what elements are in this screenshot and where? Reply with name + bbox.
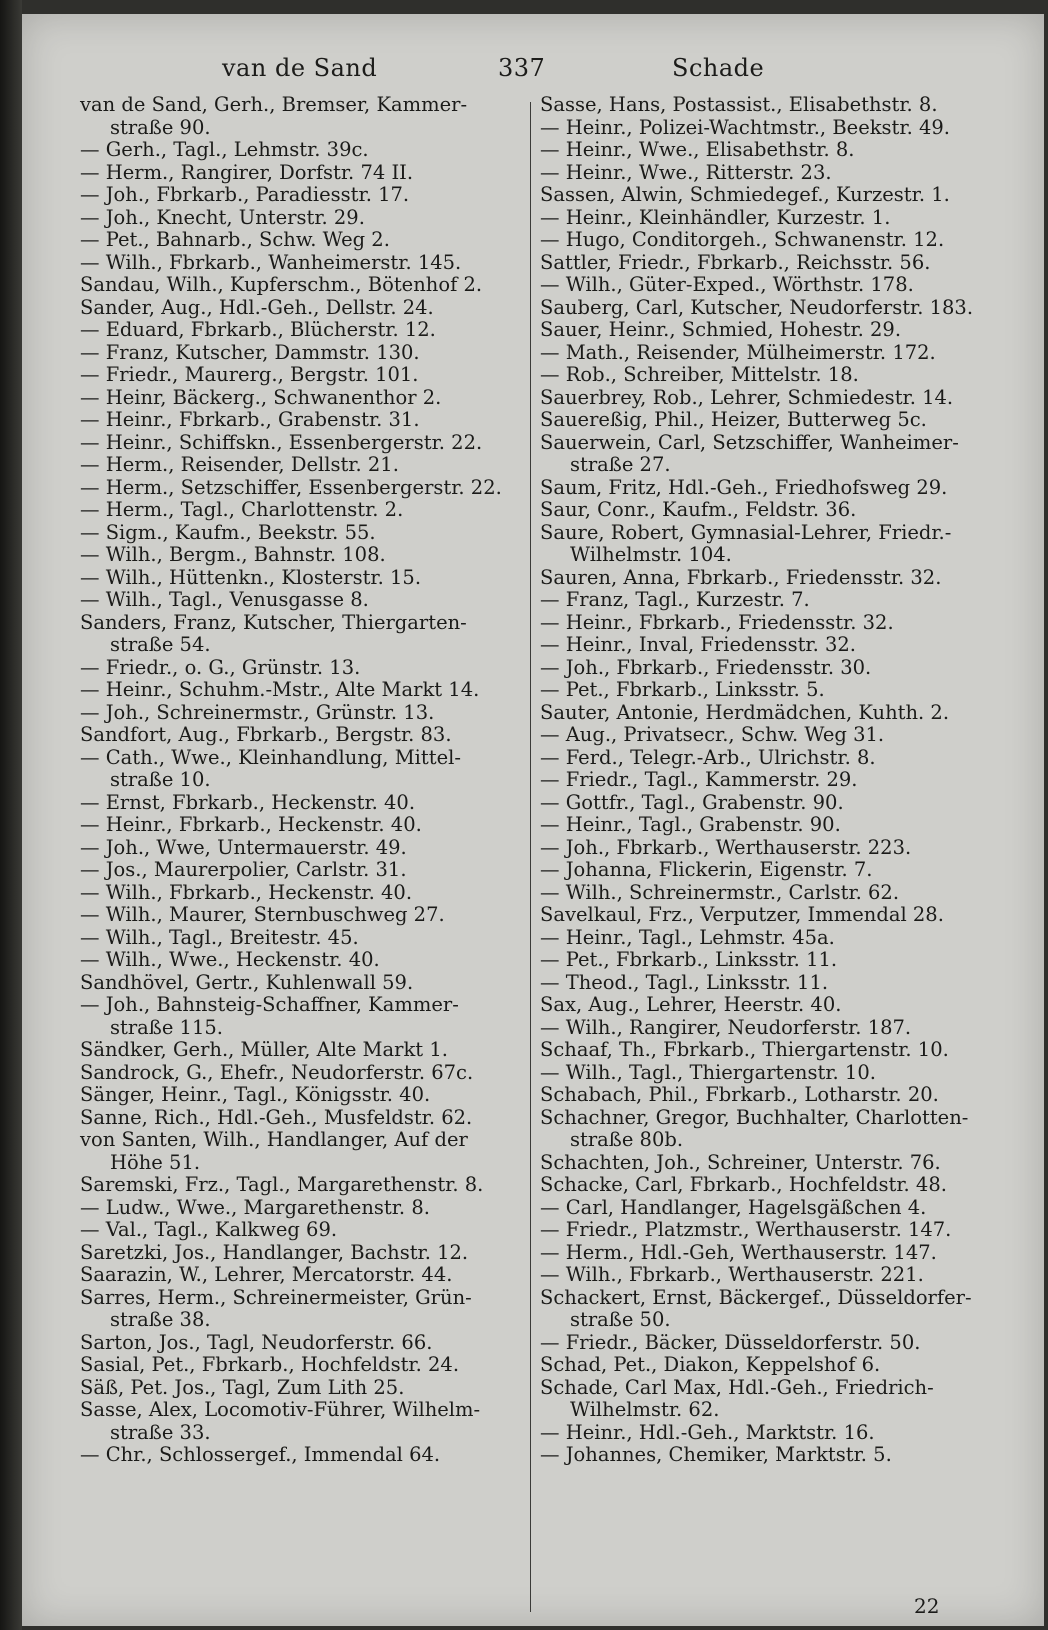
right-column	[540, 93, 974, 1467]
directory-entry-line: — Wilh., Wwe., Heckenstr. 40.	[80, 948, 380, 971]
directory-entry-line: — Sigm., Kaufm., Beekstr. 55.	[80, 520, 376, 544]
directory-entry-line: Wilhelmstr. 62.	[570, 1398, 720, 1421]
directory-entry-line: Schachten, Joh., Schreiner, Unterstr. 76.	[540, 1150, 941, 1174]
directory-entry-line: van de Sand, Gerh., Bremser, Kammer-	[80, 93, 468, 116]
directory-entry-line: Sasse, Hans, Postassist., Elisabethstr. 8.	[540, 93, 938, 116]
directory-entry-line: Saarazin, W., Lehrer, Mercatorstr. 44.	[80, 1263, 453, 1286]
directory-entry-line: — Herm., Rangirer, Dorfstr. 74 II.	[80, 160, 414, 184]
directory-entry-line: — Jos., Maurerpolier, Carlstr. 31.	[80, 858, 407, 881]
directory-entry-line: Sandfort, Aug., Fbrkarb., Bergstr. 83.	[80, 723, 452, 746]
directory-entry-line: Sänger, Heinr., Tagl., Königsstr. 40.	[80, 1083, 431, 1106]
directory-entry-line: — Heinr., Wwe., Ritterstr. 23.	[540, 160, 832, 184]
directory-entry-line: — Pet., Bahnarb., Schw. Weg 2.	[80, 228, 390, 251]
header-right-catchword: Schade	[672, 54, 765, 82]
directory-entry-line: Sarres, Herm., Schreinermeister, Grün-	[80, 1285, 472, 1309]
directory-entry-line: — Friedr., Tagl., Kammerstr. 29.	[540, 768, 858, 791]
directory-entry-line: Sandhövel, Gertr., Kuhlenwall 59.	[80, 970, 414, 994]
directory-entry-line: straße 27.	[570, 453, 671, 476]
directory-entry-line: — Wilh., Tagl., Venusgasse 8.	[80, 588, 369, 611]
directory-entry-line: — Heinr., Fbrkarb., Grabenstr. 31.	[80, 408, 420, 431]
directory-entry-line: Saum, Fritz, Hdl.-Geh., Friedhofsweg 29.	[540, 475, 948, 499]
directory-entry-line: — Franz, Kutscher, Dammstr. 130.	[80, 340, 420, 364]
directory-entry-line: — Eduard, Fbrkarb., Blücherstr. 12.	[80, 318, 436, 341]
directory-entry-line: — Joh., Bahnsteig-Schaffner, Kammer-	[80, 993, 459, 1016]
directory-entry-line: — Heinr., Tagl., Grabenstr. 90.	[540, 813, 841, 836]
directory-entry-line: Schade, Carl Max, Hdl.-Geh., Friedrich-	[540, 1375, 934, 1399]
directory-entry-line: — Friedr., Bäcker, Düsseldorferstr. 50.	[540, 1330, 921, 1354]
directory-entry-line: Wilhelmstr. 104.	[570, 543, 732, 566]
directory-entry-line: Schacke, Carl, Fbrkarb., Hochfeldstr. 48.	[540, 1173, 947, 1196]
directory-entry-line: — Carl, Handlanger, Hagelsgäßchen 4.	[540, 1195, 927, 1219]
directory-entry-line: straße 115.	[110, 1015, 223, 1039]
directory-entry-line: Schad, Pet., Diakon, Keppelshof 6.	[540, 1353, 881, 1376]
directory-entry-line: — Friedr., Maurerg., Bergstr. 101.	[80, 363, 419, 386]
directory-entry-line: Sax, Aug., Lehrer, Heerstr. 40.	[540, 993, 842, 1016]
directory-entry-line: straße 50.	[570, 1308, 671, 1331]
directory-entry-line: Sanders, Franz, Kutscher, Thiergarten-	[80, 610, 467, 634]
directory-entry-line: Sanne, Rich., Hdl.-Geh., Musfeldstr. 62.	[80, 1105, 473, 1129]
directory-entry-line: — Franz, Tagl., Kurzestr. 7.	[540, 588, 810, 611]
directory-entry-line: — Wilh., Tagl., Breitestr. 45.	[80, 925, 359, 949]
directory-entry-line: — Joh., Schreinermstr., Grünstr. 13.	[80, 700, 435, 724]
directory-entry-line: — Heinr., Schiffskn., Essenbergerstr. 22.	[80, 430, 483, 454]
directory-entry-line: straße 54.	[110, 633, 211, 656]
directory-entry-line: — Wilh., Fbrkarb., Heckenstr. 40.	[80, 880, 413, 904]
page-binding-edge	[0, 0, 22, 1630]
directory-entry-line: — Ferd., Telegr.-Arb., Ulrichstr. 8.	[540, 745, 876, 769]
directory-entry-line: Sarton, Jos., Tagl, Neudorferstr. 66.	[80, 1330, 433, 1354]
directory-entry-line: — Joh., Fbrkarb., Werthauserstr. 223.	[540, 835, 912, 859]
directory-entry-line: — Wilh., Hüttenkn., Klosterstr. 15.	[80, 565, 422, 589]
directory-entry-line: — Johannes, Chemiker, Marktstr. 5.	[540, 1443, 892, 1466]
directory-entry-line: Sassen, Alwin, Schmiedegef., Kurzestr. 1.	[540, 183, 950, 206]
directory-entry-line: Sauereßig, Phil., Heizer, Butterweg 5c.	[540, 408, 927, 431]
header-left-catchword: van de Sand	[222, 54, 378, 82]
directory-entry-line: Sandau, Wilh., Kupferschm., Bötenhof 2.	[80, 273, 483, 296]
directory-entry-line: straße 38.	[110, 1308, 211, 1331]
directory-entry-line: — Gottfr., Tagl., Grabenstr. 90.	[540, 790, 844, 814]
directory-entry-line: Saure, Robert, Gymnasial-Lehrer, Friedr.-	[540, 520, 952, 544]
directory-entry-line: — Herm., Setzschiffer, Essenbergerstr. 22.	[80, 475, 502, 499]
directory-entry-line: Sasse, Alex, Locomotiv-Führer, Wilhelm-	[80, 1398, 481, 1421]
directory-entry-line: Sauer, Heinr., Schmied, Hohestr. 29.	[540, 318, 902, 341]
directory-entry-line: — Heinr., Fbrkarb., Heckenstr. 40.	[80, 813, 422, 836]
directory-entry-line: straße 90.	[110, 115, 211, 139]
left-column	[80, 94, 528, 1467]
directory-entry-line: — Heinr., Schuhm.-Mstr., Alte Markt 14.	[80, 678, 480, 701]
directory-entry-line: — Joh., Knecht, Unterstr. 29.	[80, 205, 365, 229]
directory-entry-line: — Theod., Tagl., Linksstr. 11.	[540, 970, 829, 994]
directory-entry-line: von Santen, Wilh., Handlanger, Auf der	[80, 1128, 468, 1151]
directory-entry-line: Schaaf, Th., Fbrkarb., Thiergartenstr. 10.	[540, 1038, 949, 1061]
directory-entry-line: — Wilh., Rangirer, Neudorferstr. 187.	[540, 1015, 912, 1039]
directory-entry-line: Sändker, Gerh., Müller, Alte Markt 1.	[80, 1038, 448, 1061]
directory-entry-line: Sauberg, Carl, Kutscher, Neudorferstr. 183.	[540, 295, 974, 319]
directory-entry-line: Säß, Pet. Jos., Tagl, Zum Lith 25.	[80, 1375, 405, 1399]
directory-entry-line: — Ernst, Fbrkarb., Heckenstr. 40.	[80, 790, 416, 814]
directory-entry-line: — Hugo, Conditorgeh., Schwanenstr. 12.	[540, 228, 945, 251]
directory-entry-line: — Heinr., Inval, Friedensstr. 32.	[540, 633, 856, 656]
directory-entry-line: Saretzki, Jos., Handlanger, Bachstr. 12.	[80, 1240, 469, 1264]
directory-entry-line: Sauerwein, Carl, Setzschiffer, Wanheimer-	[540, 430, 959, 454]
directory-entry-line: — Friedr., Platzmstr., Werthauserstr. 147.	[540, 1218, 952, 1241]
directory-entry-line: Sauren, Anna, Fbrkarb., Friedensstr. 32.	[540, 565, 942, 589]
directory-entry-line: — Herm., Tagl., Charlottenstr. 2.	[80, 498, 404, 521]
directory-entry-line: — Val., Tagl., Kalkweg 69.	[80, 1218, 338, 1241]
directory-entry-line: — Joh., Fbrkarb., Paradiesstr. 17.	[80, 183, 410, 206]
directory-page	[22, 14, 1044, 1626]
directory-entry-line: — Math., Reisender, Mülheimerstr. 172.	[540, 340, 936, 364]
directory-entry-line: — Wilh., Schreinermstr., Carlstr. 62.	[540, 880, 900, 904]
directory-entry-line: straße 10.	[110, 768, 211, 791]
directory-entry-line: Sauerbrey, Rob., Lehrer, Schmiedestr. 14.	[540, 385, 954, 409]
directory-entry-line: — Pet., Fbrkarb., Linksstr. 5.	[540, 678, 825, 701]
directory-entry-line: Saremski, Frz., Tagl., Margarethenstr. 8.	[80, 1173, 484, 1196]
directory-entry-line: — Pet., Fbrkarb., Linksstr. 11.	[540, 948, 838, 971]
directory-entry-line: Sander, Aug., Hdl.-Geh., Dellstr. 24.	[80, 295, 434, 319]
directory-entry-line: — Herm., Hdl.-Geh, Werthauserstr. 147.	[540, 1240, 937, 1264]
directory-entry-line: Schackert, Ernst, Bäckergef., Düsseldorfer-	[540, 1285, 972, 1309]
page-number: 337	[498, 54, 546, 82]
directory-entry-line: — Wilh., Tagl., Thiergartenstr. 10.	[540, 1060, 876, 1084]
directory-entry-line: — Joh., Wwe, Untermauerstr. 49.	[80, 835, 407, 859]
directory-entry-line: — Herm., Reisender, Dellstr. 21.	[80, 453, 399, 476]
directory-entry-line: — Chr., Schlossergef., Immendal 64.	[80, 1443, 441, 1466]
directory-entry-line: Schachner, Gregor, Buchhalter, Charlotten-	[540, 1105, 969, 1129]
directory-entry-line: — Joh., Fbrkarb., Friedensstr. 30.	[540, 655, 872, 679]
directory-entry-line: — Wilh., Maurer, Sternbuschweg 27.	[80, 903, 445, 926]
directory-entry-line: straße 33.	[110, 1420, 211, 1444]
directory-entry-line: Saur, Conr., Kaufm., Feldstr. 36.	[540, 498, 857, 521]
directory-entry-line: — Wilh., Güter-Exped., Wörthstr. 178.	[540, 273, 914, 296]
directory-entry-line: — Heinr., Fbrkarb., Friedensstr. 32.	[540, 610, 894, 634]
directory-entry-line: — Gerh., Tagl., Lehmstr. 39c.	[80, 138, 369, 161]
directory-entry-line: — Johanna, Flickerin, Eigenstr. 7.	[540, 858, 873, 881]
directory-entry-line: — Aug., Privatsecr., Schw. Weg 31.	[540, 723, 885, 746]
directory-entry-line: — Ludw., Wwe., Margarethenstr. 8.	[80, 1195, 430, 1219]
directory-entry-line: — Heinr, Bäckerg., Schwanenthor 2.	[80, 385, 442, 409]
column-divider	[530, 102, 531, 1612]
directory-entry-line: — Heinr., Kleinhändler, Kurzestr. 1.	[540, 205, 891, 229]
page-header	[22, 54, 1044, 84]
directory-entry-line: Sattler, Friedr., Fbrkarb., Reichsstr. 56.	[540, 250, 931, 274]
directory-entry-line: — Friedr., o. G., Grünstr. 13.	[80, 655, 361, 679]
directory-entry-line: — Cath., Wwe., Kleinhandlung, Mittel-	[80, 745, 461, 769]
directory-entry-line: — Rob., Schreiber, Mittelstr. 18.	[540, 363, 859, 386]
directory-entry-line: — Heinr., Wwe., Elisabethstr. 8.	[540, 138, 855, 161]
directory-entry-line: Savelkaul, Frz., Verputzer, Immendal 28.	[540, 903, 944, 926]
directory-entry-line: — Wilh., Bergm., Bahnstr. 108.	[80, 543, 386, 566]
directory-entry-line: Sandrock, G., Ehefr., Neudorferstr. 67c.	[80, 1060, 474, 1084]
directory-entry-line: — Heinr., Hdl.-Geh., Marktstr. 16.	[540, 1420, 875, 1444]
directory-entry-line: — Wilh., Fbrkarb., Wanheimerstr. 145.	[80, 250, 462, 274]
directory-entry-line: straße 80b.	[570, 1128, 684, 1151]
signature-mark: 22	[914, 1594, 940, 1618]
directory-entry-line: Schabach, Phil., Fbrkarb., Lotharstr. 20.	[540, 1083, 939, 1106]
directory-entry-line: Sauter, Antonie, Herdmädchen, Kuhth. 2.	[540, 700, 950, 724]
directory-entry-line: — Heinr., Polizei-Wachtmstr., Beekstr. 49.	[540, 115, 950, 139]
directory-entry-line: — Wilh., Fbrkarb., Werthauserstr. 221.	[540, 1263, 924, 1286]
directory-entry-line: — Heinr., Tagl., Lehmstr. 45a.	[540, 925, 835, 949]
directory-entry-line: Sasial, Pet., Fbrkarb., Hochfeldstr. 24.	[80, 1353, 460, 1376]
directory-entry-line: Höhe 51.	[110, 1150, 201, 1174]
